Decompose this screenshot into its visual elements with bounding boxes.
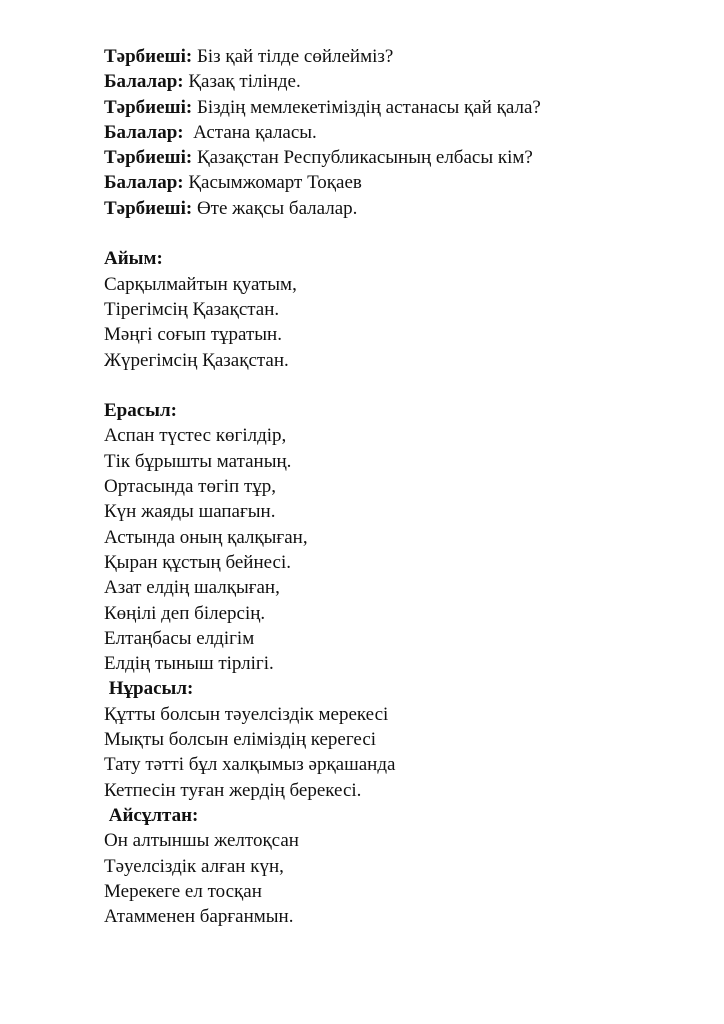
speaker-label: Балалар: <box>104 172 184 194</box>
dialogue-text: Астана қаласы. <box>183 121 317 143</box>
dialogue-text: Қазақ тілінде. <box>183 71 301 93</box>
poem-line: Он алтыншы желтоқсан <box>104 830 299 852</box>
poem-line: Көңілі деп білерсің. <box>104 602 266 624</box>
dialogue-line <box>104 95 684 120</box>
poem-author-heading: Айым: <box>104 248 163 270</box>
dialogue-line <box>104 170 684 195</box>
poem-line: Сарқылмайтын қуатым, <box>104 273 297 295</box>
dialogue-line <box>104 44 684 69</box>
dialogue-line <box>104 145 684 170</box>
poem-line: Тәуелсіздік алған күн, <box>104 855 284 877</box>
poem-line: Құтты болсын тәуелсіздік мерекесі <box>104 703 389 725</box>
dialogue-line <box>104 196 684 221</box>
poem-author-heading: Нұрасыл: <box>104 678 194 700</box>
spacer <box>104 373 684 398</box>
spacer <box>104 221 684 246</box>
poem-author-heading: Ерасыл: <box>104 400 177 422</box>
poem-line: Астында оның қалқыған, <box>104 526 308 548</box>
poem-line: Мықты болсын еліміздің керегесі <box>104 729 377 751</box>
dialogue-text: Қасымжомарт Тоқаев <box>183 172 362 194</box>
poem-line: Елтаңбасы елдігім <box>104 627 255 649</box>
speaker-label: Тәрбиеші: <box>104 147 193 169</box>
speaker-label: Балалар: <box>104 121 184 143</box>
poem-line: Жүрегімсің Қазақстан. <box>104 349 289 371</box>
dialogue-text: Біздің мемлекетіміздің астанасы қай қала? <box>192 96 541 118</box>
dialogue-text: Өте жақсы балалар. <box>192 197 358 219</box>
poem-line: Тік бұрышты матаның. <box>104 450 292 472</box>
speaker-label: Балалар: <box>104 71 184 93</box>
speaker-label: Тәрбиеші: <box>104 96 193 118</box>
poem-line: Қыран құстың бейнесі. <box>104 551 291 573</box>
dialogue-text: Қазақстан Республикасының елбасы кім? <box>192 147 533 169</box>
poem-line: Азат елдің шалқыған, <box>104 577 280 599</box>
poem-line: Атамменен барғанмын. <box>104 906 294 928</box>
poem-line: Тірегімсің Қазақстан. <box>104 298 280 320</box>
poem-line: Мерекеге ел тосқан <box>104 880 262 902</box>
poem-author-heading: Айсұлтан: <box>104 804 199 826</box>
poem-line: Күн жаяды шапағын. <box>104 501 276 523</box>
speaker-label: Тәрбиеші: <box>104 197 193 219</box>
poem-line: Кетпесін туған жердің берекесі. <box>104 779 362 801</box>
dialogue-line <box>104 120 684 145</box>
poem-line: Аспан түстес көгілдір, <box>104 425 287 447</box>
poem-line: Ортасында төгіп тұр, <box>104 476 277 498</box>
dialogue-text: Біз қай тілде сөйлейміз? <box>192 46 394 67</box>
speaker-label: Тәрбиеші: <box>104 46 193 67</box>
document-body <box>104 44 684 929</box>
poem-line: Тату тәтті бұл халқымыз әрқашанда <box>104 754 396 776</box>
dialogue-line <box>104 69 684 94</box>
poem-line: Елдің тыныш тірлігі. <box>104 653 274 675</box>
poem-line: Мәңгі соғып тұратын. <box>104 324 282 346</box>
